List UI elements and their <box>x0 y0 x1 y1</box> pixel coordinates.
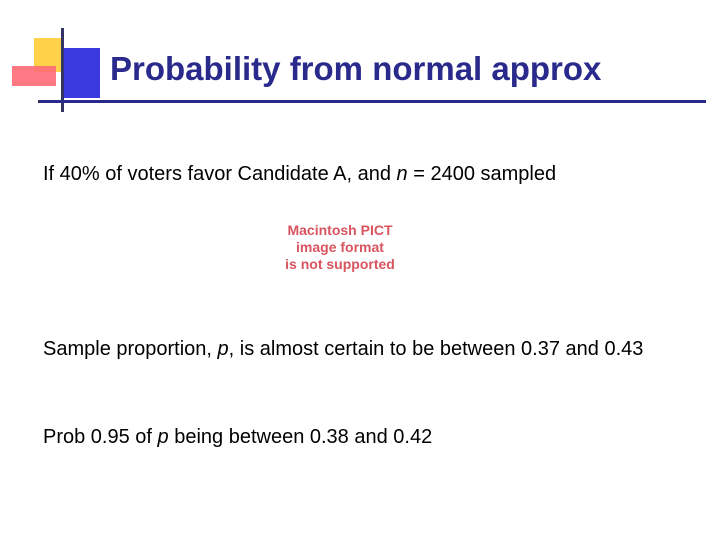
body-line-sample-proportion <box>43 337 683 362</box>
variable-n: n <box>396 163 408 185</box>
variable-p: p <box>217 338 229 360</box>
body-line-probability <box>43 425 432 450</box>
slide-title: Probability from normal approx <box>110 50 602 87</box>
text-segment: being between 0.38 and 0.42 <box>168 426 433 448</box>
logo-blue-square <box>62 48 100 98</box>
text-segment: , is almost certain to be between 0.37 and 0.43 <box>228 338 644 360</box>
placeholder-line: Macintosh PICT <box>287 222 393 238</box>
title-underline <box>40 100 706 103</box>
text-segment: Sample proportion, <box>43 338 218 360</box>
placeholder-line: is not supported <box>285 256 395 272</box>
text-segment: If 40% of voters favor Candidate A, and <box>43 163 397 185</box>
text-segment: Prob 0.95 of <box>43 426 158 448</box>
logo-red-bar <box>12 66 56 86</box>
body-line-voters <box>43 162 556 187</box>
unsupported-image-placeholder <box>262 222 418 273</box>
text-segment: = 2400 sampled <box>407 163 557 185</box>
placeholder-line: image format <box>296 239 384 255</box>
variable-p: p <box>157 426 169 448</box>
